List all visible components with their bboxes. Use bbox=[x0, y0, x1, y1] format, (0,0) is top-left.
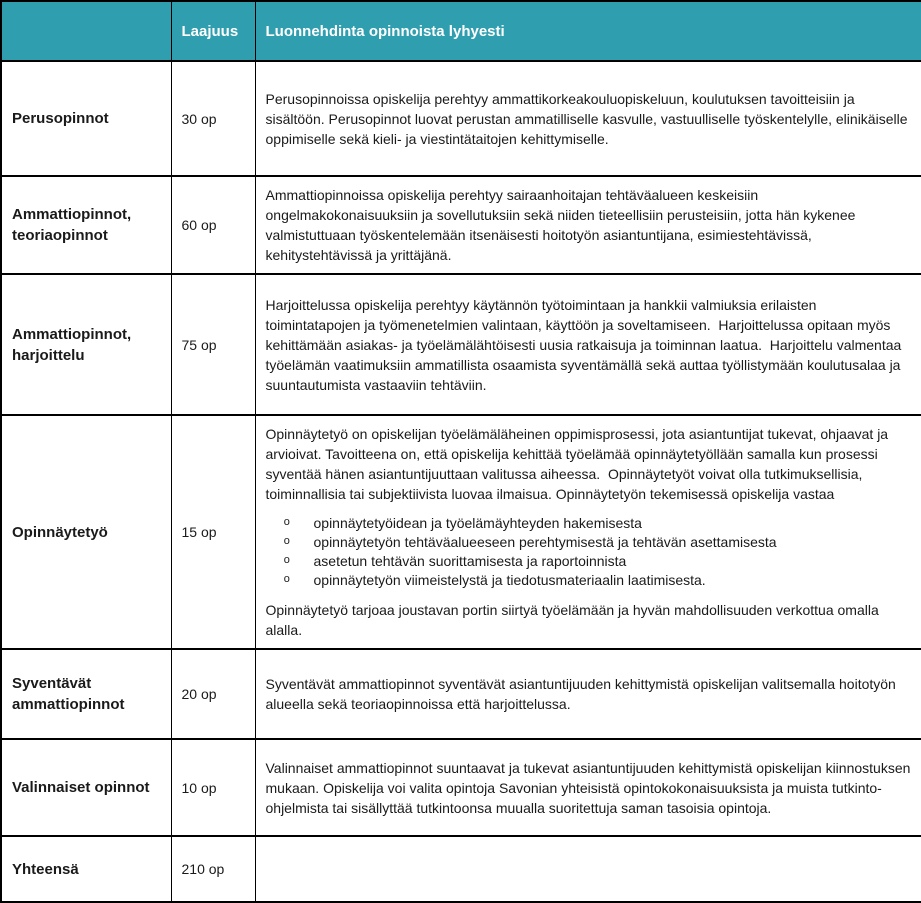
row-name: Valinnaiset opinnot bbox=[1, 739, 171, 836]
table-row-harjoittelu bbox=[1, 274, 921, 415]
header-cell-characterization bbox=[255, 1, 921, 61]
bullet-circle-icon: o bbox=[283, 536, 291, 548]
bullet-circle-icon: o bbox=[283, 574, 291, 586]
row-credits: 60 op bbox=[171, 176, 255, 274]
row-name: Ammattiopinnot, harjoittelu bbox=[1, 274, 171, 415]
header-cell-category bbox=[1, 1, 171, 61]
list-item-text: opinnäytetyön viimeistelystä ja tiedotusmateriaalin laatimisesta. bbox=[313, 572, 706, 588]
table-row-teoriaopinnot bbox=[1, 176, 921, 274]
row-name: Ammattiopinnot, teoriaopinnot bbox=[1, 176, 171, 274]
row-credits: 30 op bbox=[171, 61, 255, 176]
row-name: Syventävät ammattiopinnot bbox=[1, 649, 171, 739]
row-description: Syventävät ammattiopinnot syventävät asiantuntijuuden kehittymistä opiskelijan valitsemalla hoitotyön alueella sekä teoriaopinnoissa että harjoittelussa. bbox=[265, 676, 900, 712]
header-characterization-label: Luonnehdinta opinnoista lyhyesti bbox=[265, 22, 505, 40]
row-description: Harjoittelussa opiskelija perehtyy käytännön työtoimintaan ja hankkii valmiuksia erilaisten toimintatapojen ja työmenetelmien valintaan, käyttöön ja soveltamiseen. Harjoittelussa opitaan myös kehittämään asiakas- ja työelämälähtöisesti uusia ratkaisuja ja toiminnan laatua. Harjoittelu valmentaa työelämän vaatimuksiin ammatillista osaamista syventämällä sekä auttaa työllistymään koulutusalaa ja suuntautumista vastaaviin tehtäviin. bbox=[265, 296, 906, 393]
list-item bbox=[284, 571, 912, 590]
list-item-text: opinnäytetyön tehtäväalueeseen perehtymisestä ja tehtävän asettamisesta bbox=[313, 534, 777, 550]
header-extent-label: Laajuus bbox=[181, 22, 239, 40]
row-credits: 20 op bbox=[171, 649, 255, 739]
list-item bbox=[284, 533, 912, 552]
thesis-paragraph-1: Opinnäytetyö on opiskelijan työelämäläheinen oppimisprosessi, jota asiantuntijat tukevat, ohjaavat ja arvioivat. Tavoitteena on, että opiskelija kehittää työelämää opinnäytetyöllään samalla kun prosessi syventää hänen asiantuntijuuttaan valitussa aiheessa. Opinnäytetyöt voivat olla tutkimuksellisia, toiminnallisia tai subjektiivista luovaa ilmaisua. Opinnäytetyön tekemisessä opiskelija vastaa bbox=[265, 426, 892, 502]
header-cell-extent bbox=[171, 1, 255, 61]
bullet-circle-icon: o bbox=[283, 517, 291, 529]
list-item bbox=[284, 514, 912, 533]
row-description: Valinnaiset ammattiopinnot suuntaavat ja tukevat asiantuntijuuden kehittymistä opiskelijan kiinnostuksen mukaan. Opiskelija voi valita opintoja Savonian yhteisistä opintokokonaisuuksista ja muista tutkinto-ohjelmista tai sisällyttää tutkintoonsa muualla suoritettuja saman tasoisia opintoja. bbox=[265, 759, 915, 816]
table-row-perusopinnot bbox=[1, 61, 921, 176]
row-name: Perusopinnot bbox=[1, 61, 171, 176]
row-description: Perusopinnoissa opiskelija perehtyy ammattikorkeakouluopiskeluun, koulutuksen tavoitteisiin ja sisältöön. Perusopinnot luovat perustan ammatilliselle kasvulle, vastuulliselle työskentelylle, elinikäiselle oppimiselle sekä kieli- ja viestintätaitojen kehittymiselle. bbox=[265, 90, 912, 147]
row-name: Yhteensä bbox=[1, 836, 171, 902]
thesis-bullet-list bbox=[266, 514, 912, 590]
bullet-circle-icon: o bbox=[283, 555, 291, 567]
list-item-text: opinnäytetyöidean ja työelämäyhteyden hakemisesta bbox=[313, 515, 642, 531]
list-item-text: asetetun tehtävän suorittamisesta ja raportoinnista bbox=[313, 553, 627, 569]
row-credits: 210 op bbox=[171, 836, 255, 902]
table-row-valinnaiset bbox=[1, 739, 921, 836]
table-row-yhteensa bbox=[1, 836, 921, 902]
table-header-row bbox=[1, 1, 921, 61]
list-item bbox=[284, 552, 912, 571]
row-name: Opinnäytetyö bbox=[1, 415, 171, 649]
row-credits: 75 op bbox=[171, 274, 255, 415]
row-description: Ammattiopinnoissa opiskelija perehtyy sairaanhoitajan tehtäväalueen keskeisiin ongelmakokonaisuuksiin ja sovellutuksiin sekä niiden tieteellisiin perusteisiin, jotta hän kykenee valmistuttuaan työskentelemään itsenäisesti hoitotyön asiantuntijana, esimiestehtävissä, kehitystehtävissä ja yrittäjänä. bbox=[265, 187, 860, 263]
table-row-opinnaytetyo bbox=[1, 415, 921, 649]
row-credits: 15 op bbox=[171, 415, 255, 649]
thesis-paragraph-2: Opinnäytetyö tarjoaa joustavan portin siirtyä työelämään ja hyvän mahdollisuuden verkottua omalla alalla. bbox=[265, 602, 883, 638]
table-row-syventavat bbox=[1, 649, 921, 739]
row-credits: 10 op bbox=[171, 739, 255, 836]
